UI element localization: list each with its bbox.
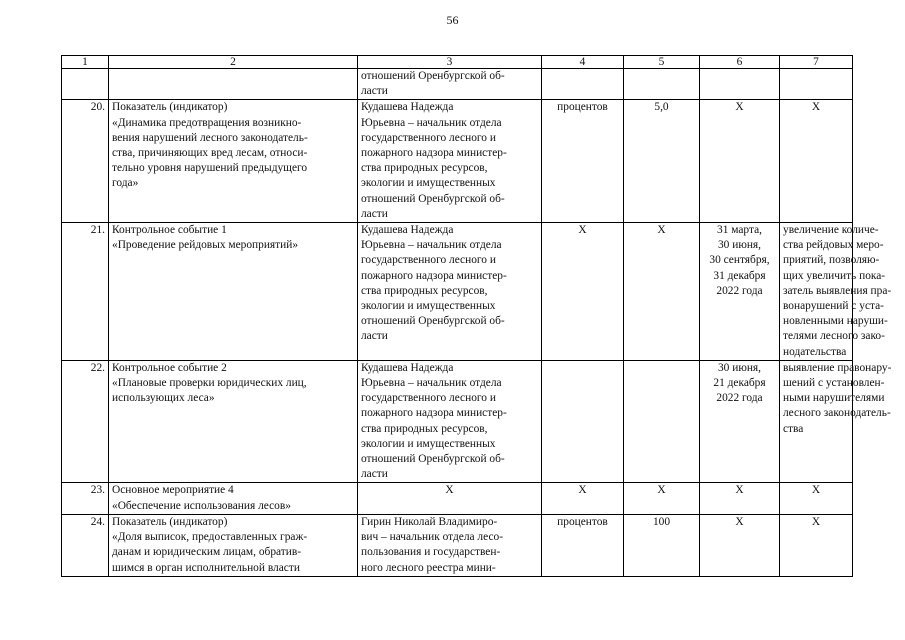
- cell-line: телями лесного зако-: [783, 330, 885, 343]
- cell-line: X: [735, 484, 744, 497]
- cell-line: экологии и имущественных: [361, 437, 496, 450]
- column-header: 5: [624, 56, 700, 69]
- cell-line: Кудашева Надежда: [361, 224, 454, 237]
- cell-result: [780, 483, 853, 514]
- cell-line: экологии и имущественных: [361, 300, 496, 313]
- cell-line: Показатель (индикатор): [112, 101, 228, 114]
- table-row: [62, 483, 853, 514]
- cell-line: Юрьевна – начальник отдела: [361, 239, 502, 252]
- cell-line: 30 июня,: [717, 361, 762, 374]
- cell-value: [624, 483, 700, 514]
- cell-line: 30 сентября,: [709, 254, 770, 267]
- cell-unit: [542, 223, 624, 361]
- cell-line: ства природных ресурсов,: [361, 422, 488, 435]
- cell-line: отношений Оренбургской об-: [361, 70, 505, 82]
- cell-line: государственного лесного и: [361, 131, 496, 144]
- cell-deadline: [700, 223, 780, 361]
- cell-line: увеличение количе-: [783, 224, 879, 237]
- cell-line: отношений Оренбургской об-: [361, 453, 505, 466]
- cell-line: «Обеспечение использования лесов»: [112, 499, 291, 512]
- cell-description: [109, 483, 358, 514]
- cell-line: отношений Оренбургской об-: [361, 315, 505, 328]
- cell-line: процентов: [557, 101, 608, 114]
- cell-line: выявление правонару-: [783, 361, 892, 374]
- cell-line: ными нарушителями: [783, 392, 885, 405]
- cell-result: [780, 223, 892, 361]
- column-header: 3: [358, 56, 542, 69]
- cell-responsible: [358, 223, 542, 361]
- cell-value: [624, 514, 700, 576]
- cell-line: экологии и имущественных: [361, 177, 496, 190]
- cell-line: пожарного надзора министер-: [361, 147, 507, 160]
- cell-line: X: [811, 484, 821, 497]
- cell-value: [624, 223, 700, 361]
- cell-line: ства природных ресурсов,: [361, 162, 488, 175]
- cell-description: [109, 514, 358, 576]
- cell-line: пользования и государствен-: [361, 546, 501, 559]
- cell-line: 5,0: [654, 101, 669, 114]
- cell-row-number: 24.: [62, 514, 109, 576]
- cell-line: 30 июня,: [717, 239, 762, 252]
- cell-line: отношений Оренбургской об-: [361, 192, 505, 205]
- cell-line: Юрьевна – начальник отдела: [361, 377, 502, 390]
- cell-line: новленными наруши-: [783, 315, 888, 328]
- column-header: 1: [62, 56, 109, 69]
- cell-result: [780, 100, 853, 223]
- cell-deadline: [700, 69, 780, 100]
- cell-row-number: [62, 69, 109, 100]
- cell-line: X: [811, 515, 821, 528]
- cell-row-number: 20.: [62, 100, 109, 223]
- cell-deadline: [700, 514, 780, 576]
- cell-row-number: 23.: [62, 483, 109, 514]
- cell-deadline: [700, 100, 780, 223]
- cell-line: «Плановые проверки юридических лиц,: [112, 377, 307, 390]
- cell-line: Юрьевна – начальник отдела: [361, 116, 502, 129]
- cell-line: Кудашева Надежда: [361, 101, 454, 114]
- cell-line: X: [811, 101, 821, 114]
- cell-line: X: [657, 484, 666, 497]
- cell-deadline: [700, 360, 780, 483]
- cell-line: Основное мероприятие 4: [112, 484, 234, 497]
- table-row: [62, 223, 853, 361]
- cell-line: 31 декабря: [713, 269, 766, 282]
- cell-description: [109, 100, 358, 223]
- cell-unit: [542, 100, 624, 223]
- cell-line: «Проведение рейдовых мероприятий»: [112, 239, 299, 252]
- table-row: [62, 100, 853, 223]
- cell-deadline: [700, 483, 780, 514]
- cell-line: «Динамика предотвращения возникно-: [112, 116, 302, 129]
- cell-line: вонарушений с уста-: [783, 300, 884, 313]
- table-row: [62, 360, 853, 483]
- cell-line: Показатель (индикатор): [112, 515, 228, 528]
- cell-line: лесного законодатель-: [783, 407, 891, 420]
- cell-line: тельно уровня нарушений предыдущего: [112, 162, 308, 175]
- cell-unit: [542, 360, 624, 483]
- cell-row-number: 21.: [62, 223, 109, 361]
- column-number-row: [62, 56, 853, 69]
- cell-row-number: 22.: [62, 360, 109, 483]
- cell-line: вич – начальник отдела лесо-: [361, 531, 504, 544]
- cell-line: X: [735, 515, 744, 528]
- column-header: 7: [780, 56, 853, 69]
- cell-result: [780, 360, 892, 483]
- cell-line: нодательства: [783, 345, 847, 358]
- plan-table: [61, 55, 892, 577]
- cell-line: ласти: [361, 330, 388, 343]
- cell-line: данам и юридическим лицам, обратив-: [112, 546, 302, 559]
- cell-result: [780, 514, 853, 576]
- cell-line: щих увеличить пока-: [783, 269, 886, 282]
- cell-value: [624, 69, 700, 100]
- cell-line: «Доля выписок, предоставленных граж-: [112, 531, 308, 544]
- table-body: [62, 69, 892, 577]
- cell-responsible: [358, 360, 542, 483]
- column-header: 2: [109, 56, 358, 69]
- cell-line: пожарного надзора министер-: [361, 269, 507, 282]
- cell-line: 2022 года: [716, 392, 763, 405]
- cell-line: государственного лесного и: [361, 254, 496, 267]
- cell-result: [780, 69, 853, 100]
- table-row: [62, 514, 853, 576]
- page-number: 56: [446, 13, 459, 27]
- cell-line: шимся в орган исполнительной власти: [112, 561, 300, 574]
- cell-line: ласти: [361, 207, 388, 220]
- cell-line: Гирин Николай Владимиро-: [361, 515, 498, 528]
- cell-line: ласти: [361, 85, 388, 98]
- cell-line: X: [445, 484, 454, 497]
- cell-responsible: [358, 100, 542, 223]
- cell-description: [109, 360, 358, 483]
- cell-line: 2022 года: [716, 284, 763, 297]
- cell-line: X: [735, 101, 744, 114]
- cell-line: ства: [783, 422, 804, 435]
- table-row: [62, 69, 853, 100]
- cell-line: вения нарушений лесного законодатель-: [112, 131, 308, 144]
- cell-line: шений с установлен-: [783, 377, 885, 390]
- cell-line: Контрольное событие 2: [112, 361, 227, 374]
- cell-unit: [542, 69, 624, 100]
- cell-line: государственного лесного и: [361, 392, 496, 405]
- column-header: 6: [700, 56, 780, 69]
- cell-description: [109, 69, 358, 100]
- cell-line: Кудашева Надежда: [361, 361, 454, 374]
- cell-unit: [542, 483, 624, 514]
- cell-unit: [542, 514, 624, 576]
- cell-line: 31 марта,: [717, 224, 762, 237]
- cell-line: приятий, позволяю-: [783, 254, 880, 267]
- cell-description: [109, 223, 358, 361]
- cell-value: [624, 360, 700, 483]
- cell-line: 100: [652, 515, 671, 528]
- cell-line: ства, причиняющих вред лесам, относи-: [112, 147, 308, 160]
- cell-line: года»: [112, 177, 139, 190]
- cell-line: затель выявления пра-: [783, 284, 892, 297]
- cell-line: ства рейдовых меро-: [783, 239, 884, 252]
- cell-line: 21 декабря: [713, 377, 766, 390]
- cell-line: пожарного надзора министер-: [361, 407, 507, 420]
- cell-line: ства природных ресурсов,: [361, 284, 488, 297]
- cell-line: использующих леса»: [112, 392, 215, 405]
- cell-line: ного лесного реестра мини-: [361, 561, 496, 574]
- cell-line: Контрольное событие 1: [112, 224, 227, 237]
- cell-line: X: [657, 224, 666, 237]
- cell-line: ласти: [361, 468, 388, 481]
- cell-line: X: [578, 484, 587, 497]
- cell-responsible: [358, 69, 542, 100]
- cell-value: [624, 100, 700, 223]
- cell-responsible: [358, 483, 542, 514]
- cell-responsible: [358, 514, 542, 576]
- cell-line: процентов: [557, 515, 608, 528]
- cell-line: X: [578, 224, 587, 237]
- column-header: 4: [542, 56, 624, 69]
